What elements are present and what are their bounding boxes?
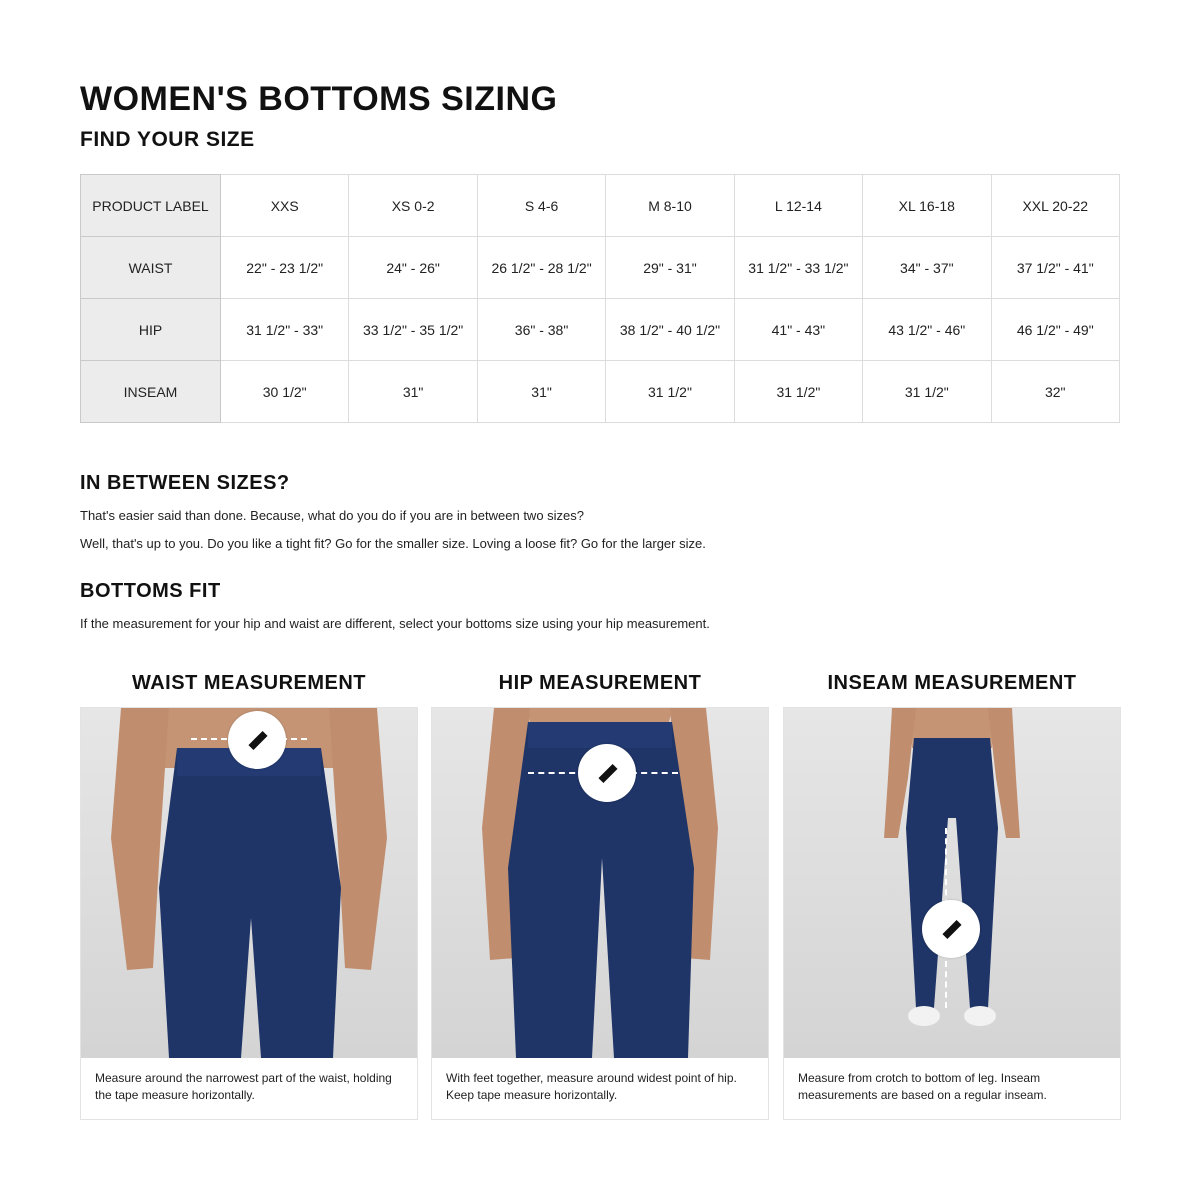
column-header: L 12-14 [734, 175, 862, 237]
table-cell: 46 1/2" - 49" [991, 299, 1119, 361]
column-header: XS 0-2 [349, 175, 477, 237]
hip-measurement-panel [431, 707, 769, 1120]
waist-measurement-panel [80, 707, 418, 1120]
table-cell: 31" [349, 361, 477, 423]
size-table [80, 174, 1120, 423]
hip-measurement-title: HIP MEASUREMENT [498, 672, 702, 694]
column-header: XL 16-18 [863, 175, 991, 237]
waist-measurement-title: WAIST MEASUREMENT [131, 672, 367, 694]
table-cell: 31 1/2" - 33 1/2" [734, 237, 862, 299]
table-header-row [81, 175, 1120, 237]
table-cell: 24" - 26" [349, 237, 477, 299]
hip-caption: With feet together, measure around widest point of hip. Keep tape measure horizontally. [446, 1071, 737, 1102]
row-label: HIP [81, 299, 221, 361]
inseam-measurement-panel [783, 707, 1121, 1120]
tape-measure-icon [578, 744, 636, 802]
column-header: XXS [221, 175, 349, 237]
table-row-waist [81, 237, 1120, 299]
table-cell: 41" - 43" [734, 299, 862, 361]
table-cell: 34" - 37" [863, 237, 991, 299]
bottoms-fit-heading: BOTTOMS FIT [80, 580, 221, 602]
table-cell: 31 1/2" [606, 361, 734, 423]
hip-photo [432, 708, 768, 1058]
row-label: INSEAM [81, 361, 221, 423]
table-cell: 37 1/2" - 41" [991, 237, 1119, 299]
bottoms-fit-text: If the measurement for your hip and waist are different, select your bottoms size using your hip measurement. [80, 616, 710, 631]
table-cell: 31 1/2" [734, 361, 862, 423]
table-cell: 29" - 31" [606, 237, 734, 299]
table-cell: 26 1/2" - 28 1/2" [477, 237, 605, 299]
waist-caption: Measure around the narrowest part of the waist, holding the tape measure horizontally. [95, 1071, 392, 1102]
tape-measure-icon [922, 900, 980, 958]
page-title: WOMEN'S BOTTOMS SIZING [80, 80, 558, 118]
column-header: XXL 20-22 [991, 175, 1119, 237]
column-header: S 4-6 [477, 175, 605, 237]
in-between-text-1: That's easier said than done. Because, what do you do if you are in between two sizes? [80, 508, 585, 523]
table-row-inseam [81, 361, 1120, 423]
row-label: WAIST [81, 237, 221, 299]
in-between-heading: IN BETWEEN SIZES? [80, 472, 290, 494]
row-header-label: PRODUCT LABEL [81, 175, 221, 237]
table-cell: 30 1/2" [221, 361, 349, 423]
inseam-photo [784, 708, 1120, 1058]
table-cell: 38 1/2" - 40 1/2" [606, 299, 734, 361]
table-cell: 33 1/2" - 35 1/2" [349, 299, 477, 361]
in-between-text-2: Well, that's up to you. Do you like a tight fit? Go for the smaller size. Loving a loose fit? Go for the larger size. [80, 536, 706, 551]
table-cell: 43 1/2" - 46" [863, 299, 991, 361]
page-subtitle: FIND YOUR SIZE [80, 128, 255, 151]
column-header: M 8-10 [606, 175, 734, 237]
table-cell: 32" [991, 361, 1119, 423]
inseam-caption: Measure from crotch to bottom of leg. Inseam measurements are based on a regular inseam. [798, 1071, 1047, 1102]
waist-photo [81, 708, 417, 1058]
table-cell: 31 1/2" [863, 361, 991, 423]
tape-measure-icon [228, 711, 286, 769]
inseam-measurement-title: INSEAM MEASUREMENT [827, 672, 1077, 694]
model-figure-inseam [784, 708, 1120, 1058]
table-row-hip [81, 299, 1120, 361]
table-cell: 36" - 38" [477, 299, 605, 361]
table-cell: 31 1/2" - 33" [221, 299, 349, 361]
table-cell: 31" [477, 361, 605, 423]
table-cell: 22" - 23 1/2" [221, 237, 349, 299]
